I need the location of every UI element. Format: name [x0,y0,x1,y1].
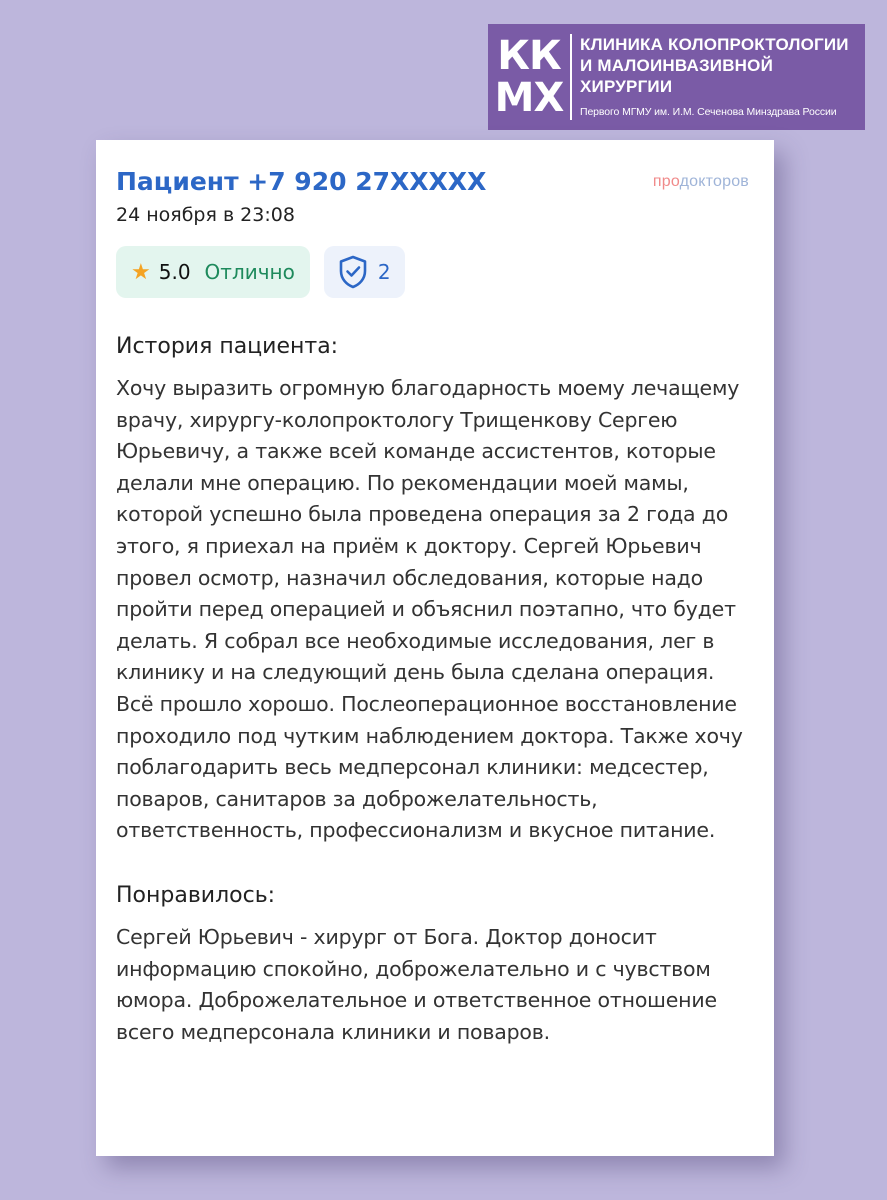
history-title: История пациента: [116,334,339,359]
review-author[interactable]: Пациент +7 920 27XXXXX [116,167,487,196]
clinic-logo [488,24,865,130]
review-badges [116,246,754,298]
logo-line-1: КЛИНИКА КОЛОПРОКТОЛОГИИ [580,35,849,54]
verified-count: 2 [377,260,391,284]
rating-label: Отлично [204,260,295,284]
brand-pro: про [652,173,680,190]
review-date: 24 ноября в 23:08 [116,204,295,226]
logo-mark [488,24,570,130]
review-card [96,140,774,1156]
liked-text: Сергей Юрьевич - хирург от Бога. Доктор доносит информацию спокойно, доброжелательно и с чувством юмора. Доброжелательное и ответственное отношение всего медперсонала клиники и поваров. [116,924,717,1044]
logo-mark-bottom: МХ [494,75,564,121]
logo-subtitle: Первого МГМУ им. И.М. Сеченова Минздрава России [580,106,837,118]
logo-line-2: И МАЛОИНВАЗИВНОЙ [580,56,774,75]
logo-line-3: ХИРУРГИИ [580,77,673,96]
prodoctorov-logo[interactable] [653,173,749,191]
logo-divider [570,34,572,120]
verified-badge[interactable] [324,246,405,298]
history-text: Хочу выразить огромную благодарность моему лечащему врачу, хирургу-колопроктологу Трищенкову Сергею Юрьевичу, а также всей команде ассистентов, которые делали мне операцию. По рекомендации моей мамы, которой успешно была проведена операция за 2 года до этого, я приехал на приём к доктору. Сергей Юрьевич провел осмотр, назначил обследования, которые надо пройти перед операцией и объяснил поэтапно, что будет делать. Я собрал все необходимые исследования, лег в клинику и на следующий день была сделана операция. Всё прошло хорошо. Послеоперационное восстановление проходило под чутким наблюдением доктора. Также хочу поблагодарить весь медперсонал клиники: медсестер, поваров, санитаров за доброжелательность, ответственность, профессионализм и вкусное питание. [116,376,743,843]
rating-score: 5.0 [158,260,191,284]
liked-title: Понравилось: [116,882,276,908]
shield-check-icon [338,255,368,289]
star-icon: ★ [131,259,151,285]
logo-mark-top: КК [497,33,561,79]
logo-text [580,24,865,130]
rating-badge [116,246,310,298]
brand-doc: докторов [679,173,749,190]
